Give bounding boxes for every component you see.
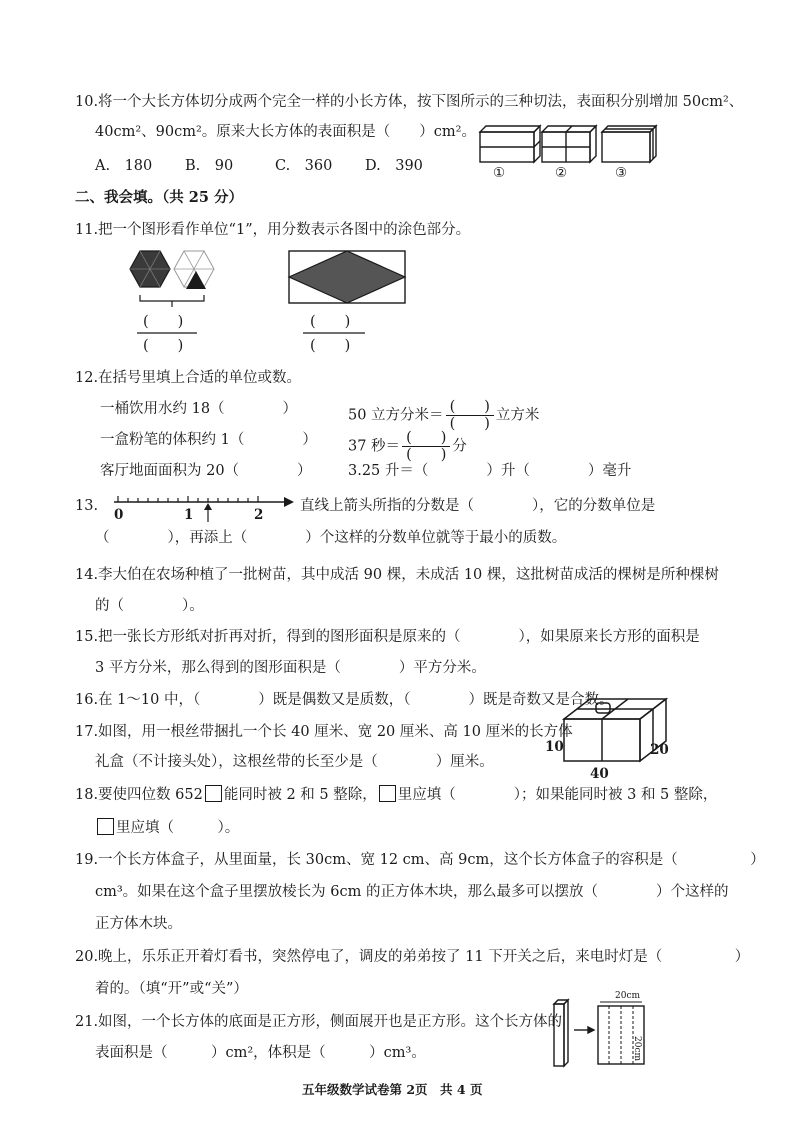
q18-line2-wrap: [95, 818, 239, 838]
q18-digit-box[interactable]: [205, 785, 222, 802]
q16-text[interactable]: 16.在 1～10 中，（ ）既是偶数又是质数，（ ）既是奇数又是合数。: [75, 692, 614, 708]
q21-prism-figure: [548, 996, 663, 1072]
q20-line2: 着的。（填“开”或“关”）: [95, 981, 248, 997]
q18-line2[interactable]: 里应填（ ）。: [116, 820, 240, 836]
section2-title: 二、我会填。（共 25 分）: [75, 189, 244, 206]
q11-blank-den-1[interactable]: ( ): [143, 338, 184, 354]
q10-option-d[interactable]: D. 390: [365, 158, 423, 174]
q11-fraction-bar-2: [303, 331, 365, 335]
q12-d-numerator[interactable]: ( ): [446, 399, 494, 416]
q17-dim-width: 20: [650, 742, 669, 758]
q11-blank-num-2[interactable]: ( ): [310, 314, 351, 330]
q12-item-e-suffix: 分: [452, 438, 467, 455]
q12-d-denominator[interactable]: ( ): [449, 416, 490, 432]
q12-item-c[interactable]: 客厅地面面积为 20（ ）: [100, 463, 312, 479]
q12-e-denominator[interactable]: ( ): [406, 447, 447, 463]
q12-item-d-suffix: 立方米: [495, 407, 540, 424]
q10-fig-label-2: ②: [555, 165, 568, 181]
q18-line1-part-a: 18.要使四位数 652: [75, 787, 203, 803]
q12-text: 12.在括号里填上合适的单位或数。: [75, 370, 302, 386]
q15-line2[interactable]: 3 平方分米，那么得到的图形面积是（ ）平方分米。: [95, 660, 486, 676]
q13-text1[interactable]: 直线上箭头所指的分数是（ ），它的分数单位是: [300, 498, 656, 514]
q17-dim-length: 40: [590, 766, 609, 782]
q10-fig-label-1: ①: [493, 165, 506, 181]
q10-option-b[interactable]: B. 90: [185, 158, 234, 174]
q13-number-line: [108, 490, 298, 530]
q21-line1: 21.如图，一个长方体的底面是正方形，侧面展开也是正方形。这个长方体的: [75, 1014, 563, 1030]
q12-item-b[interactable]: 一盒粉笔的体积约 1（ ）: [100, 432, 317, 448]
q10-fig-label-3: ③: [615, 165, 628, 181]
q19-line2[interactable]: cm³。如果在这个盒子里摆放棱长为 6cm 的正方体木块，那么最多可以摆放（ ）个这样的: [95, 884, 729, 900]
q21-label-top: 20cm: [615, 991, 641, 1001]
q12-e-numerator[interactable]: ( ): [402, 430, 450, 447]
q12-item-d-prefix: 50 立方分米＝: [348, 407, 444, 424]
q11-text: 11.把一个图形看作单位“1”，用分数表示各图中的涂色部分。: [75, 222, 471, 238]
q11-blank-den-2[interactable]: ( ): [310, 338, 351, 354]
q20-line1[interactable]: 20.晚上，乐乐正开着灯看书，突然停电了，调皮的弟弟按了 11 下开关之后，来电时灯是（ ）: [75, 949, 750, 965]
q13-tick-0: 0: [114, 507, 124, 523]
q13-number: 13.: [75, 498, 99, 514]
q18-box-ref-2: [97, 818, 114, 835]
q21-line2[interactable]: 表面积是（ ）cm²，体积是（ ）cm³。: [95, 1045, 426, 1061]
q10-option-c[interactable]: C. 360: [275, 158, 333, 174]
q10-line1: 10.将一个大长方体切分成两个完全一样的小长方体，按下图所示的三种切法，表面积分别增加 50cm²、: [75, 94, 744, 110]
q12-item-f[interactable]: 3.25 升＝（ ）升（ ）毫升: [348, 463, 632, 479]
q11-blank-num-1[interactable]: ( ): [143, 314, 184, 330]
q14-line2[interactable]: 的（ ）。: [95, 598, 204, 614]
q10-option-a[interactable]: A. 180: [95, 158, 153, 174]
q12-item-a[interactable]: 一桶饮用水约 18（ ）: [100, 401, 298, 417]
q19-line1[interactable]: 19.一个长方体盒子，从里面量，长 30cm、宽 12 cm、高 9cm，这个长方体盒子的容积是（ ）: [75, 852, 765, 868]
q18-line1-part-b: 能同时被 2 和 5 整除，: [223, 787, 377, 803]
q19-line3: 正方体木块。: [95, 916, 182, 932]
q13-tick-1: 1: [184, 507, 194, 523]
page-footer: 五年级数学试卷第 2页 共 4 页: [302, 1082, 483, 1097]
q11-hexagon-figure: [118, 245, 228, 315]
q10-line2: 40cm²、90cm²。原来大长方体的表面积是（ ）cm²。: [95, 124, 476, 140]
q15-line1[interactable]: 15.把一张长方形纸对折再对折，得到的图形面积是原来的（ ），如果原来长方形的面积是: [75, 629, 700, 645]
q12-item-e: [348, 430, 467, 463]
q13-tick-2: 2: [254, 507, 264, 523]
q11-rhombus-figure: [288, 250, 408, 306]
q12-item-d: [348, 399, 539, 432]
q12-item-e-prefix: 37 秒＝: [348, 438, 401, 455]
q18-line1-part-c[interactable]: 里应填（ ）；如果能同时被 3 和 5 整除，: [397, 787, 718, 803]
q18-line1: [75, 785, 717, 805]
q18-box-ref: [379, 785, 396, 802]
q21-label-side: 20cm: [632, 1036, 642, 1062]
q17-line1: 17.如图，用一根丝带捆扎一个长 40 厘米、宽 20 厘米、高 10 厘米的长方体: [75, 724, 573, 740]
q13-text2[interactable]: （ ），再添上（ ）个这样的分数单位就等于最小的质数。: [95, 530, 567, 546]
q17-line2[interactable]: 礼盒（不计接头处），这根丝带的长至少是（ ）厘米。: [95, 754, 494, 770]
q11-fraction-bar-1: [137, 331, 197, 335]
q17-dim-height: 10: [545, 739, 564, 755]
q14-line1: 14.李大伯在农场种植了一批树苗，其中成活 90 棵，未成活 10 棵，这批树苗成活的棵树是所种棵树: [75, 567, 719, 583]
